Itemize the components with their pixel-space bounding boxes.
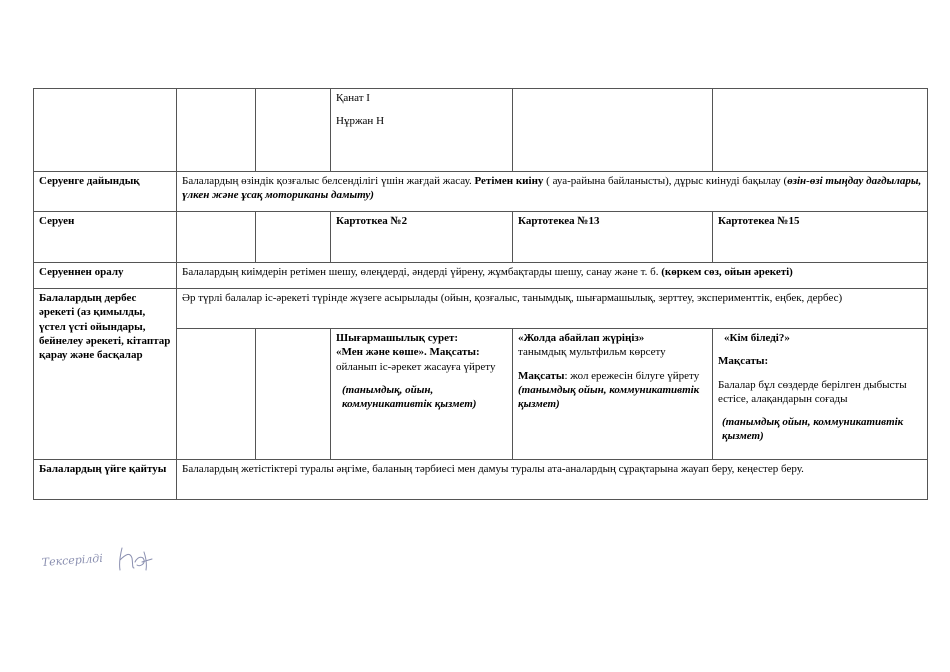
child-name: Қанат І (336, 92, 370, 104)
names-row (34, 89, 928, 172)
row-label: Серуенге дайындық (34, 172, 177, 212)
daily-plan-table (33, 88, 928, 500)
row-label: Балалардың үйге қайтуы (34, 460, 177, 500)
child-name: Нұржан Н (336, 115, 385, 128)
activity-cell: «Жолда абайлап жүріңіз» танымдық мультфильм көрсету Мақсаты: жол ережесін білуге үйрету (танымдық ойын, коммуникативтік қызмет) (513, 329, 713, 460)
empty-cell (513, 89, 713, 172)
card-ref: Картотекеа №13 (513, 212, 713, 263)
empty-cell (177, 329, 256, 460)
independent-text: Әр түрлі балалар іс-әрекеті түрінде жүзеге асырылады (ойын, қозғалыс, танымдық, шығармашылық, зерттеу, эксперименттік, еңбек, дербес) (177, 289, 928, 329)
names-cell (331, 89, 513, 172)
go-home-row (34, 460, 928, 500)
walk-row (34, 212, 928, 263)
empty-cell (713, 89, 928, 172)
activity-cell: Шығармашылық сурет: «Мен және көше». Мақсаты: ойланып іс-әрекет жасауға үйрету (танымдық, ойын, коммуникативтік қызмет) (331, 329, 513, 460)
empty-cell (256, 89, 331, 172)
handwritten-signature (40, 540, 160, 580)
empty-cell (256, 212, 331, 263)
row-label: Балалардың дербес әрекеті (аз қимылды, үстел үсті ойындары, бейнелеу әрекеті, кітаптар қарау және басқалар (34, 289, 177, 460)
empty-cell (34, 89, 177, 172)
walk-prep-text: Балалардың өзіндік қозғалыс белсенділігі үшін жағдай жасау. Ретімен киіну ( ауа-райына байланысты), дұрыс киінуді бақылау (өзін-өзі тыңдау дағдылары, үлкен және ұсақ моториканы дамыту) (177, 172, 928, 212)
card-ref: Картотекеа №15 (713, 212, 928, 263)
empty-cell (256, 329, 331, 460)
empty-cell (177, 212, 256, 263)
row-label: Серуен (34, 212, 177, 263)
independent-row (34, 289, 928, 329)
walk-return-row (34, 263, 928, 289)
walk-return-text: Балалардың киімдерін ретімен шешу, өлеңдерді, әндерді үйрену, жұмбақтарды шешу, санау және т. б. (көркем сөз, ойын әрекеті) (177, 263, 928, 289)
card-ref: Картоткеа №2 (331, 212, 513, 263)
go-home-text: Балалардың жетістіктері туралы әңгіме, баланың тәрбиесі мен дамуы туралы ата-аналардың сұрақтарына жауап беру, кеңестер беру. (177, 460, 928, 500)
walk-prep-row (34, 172, 928, 212)
activity-cell: «Кім біледі?» Мақсаты: Балалар бұл сөздерде берілген дыбысты естісе, алақандарын соғады (танымдық ойын, коммуникативтік қызмет) (713, 329, 928, 460)
signature-label: Тексерілді (41, 551, 104, 569)
row-label: Серуеннен оралу (34, 263, 177, 289)
empty-cell (177, 89, 256, 172)
